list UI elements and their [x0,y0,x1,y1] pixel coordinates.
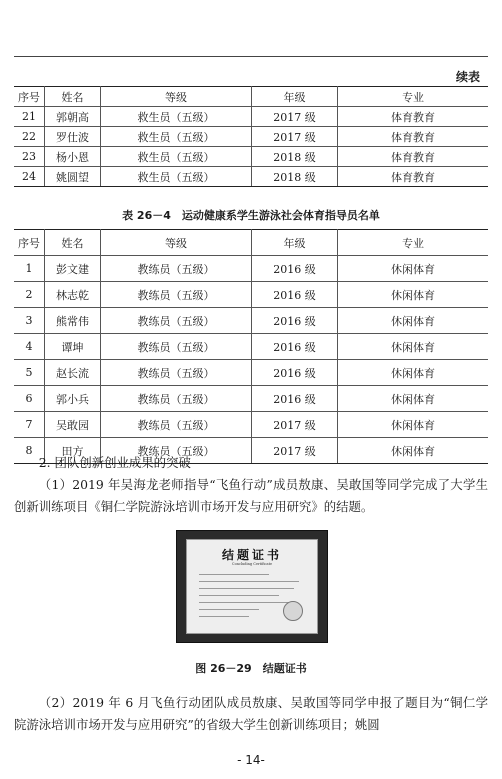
table-row [14,167,488,187]
paragraph-2: （2）2019 年 6 月飞鱼行动团队成员敖康、吴敢国等同学申报了题目为“铜仁学院游泳培训市场开发与应用研究”的省级大学生创新训练项目；姚圆 [14,695,488,732]
column-header: 专业 [338,87,489,107]
table-cell: 体育教育 [338,107,489,127]
column-header: 等级 [101,87,252,107]
table-cell: 救生员（五级） [101,147,252,167]
certificate-text-line [199,574,269,575]
table-row [14,360,488,386]
figure-caption: 图 26－29 结题证书 [195,662,307,675]
table-cell: 2018 级 [252,147,338,167]
certificate-text-line [199,595,279,596]
table-cell: 吴敢园 [45,412,101,438]
table-cell: 休闲体育 [338,412,489,438]
table-cell: 教练员（五级） [101,360,252,386]
table-cell: 2018 级 [252,167,338,187]
table-row [14,147,488,167]
seal-icon [283,601,303,621]
column-header: 年级 [252,87,338,107]
table-cell: 教练员（五级） [101,256,252,282]
table-cell: 林志乾 [45,282,101,308]
table-cell: 救生员（五级） [101,127,252,147]
table-header-row [14,230,488,256]
header-rule [14,56,488,57]
certificate-paper [186,539,318,634]
column-header: 序号 [14,87,45,107]
certificate-title: 结题证书 [221,548,282,562]
section-heading: 2. 团队创新创业成果的突破 [38,455,191,470]
table-row [14,386,488,412]
column-header: 姓名 [45,230,101,256]
table-cell: 休闲体育 [338,438,489,464]
table-caption: 表 26－4 运动健康系学生游泳社会体育指导员名单 [122,209,380,222]
table-row [14,127,488,147]
column-header: 序号 [14,230,45,256]
table-cell: 2016 级 [252,308,338,334]
table-header-row [14,87,488,107]
table-cell: 休闲体育 [338,308,489,334]
table-cell: 罗仕波 [45,127,101,147]
table-cell: 2016 级 [252,334,338,360]
table-cell: 教练员（五级） [101,386,252,412]
table-cell: 体育教育 [338,127,489,147]
table-row [14,308,488,334]
certificate-text-line [199,616,249,617]
table-cell: 8 [14,438,45,464]
table-cell: 2017 级 [252,438,338,464]
table-cell: 教练员（五级） [101,334,252,360]
table-row [14,256,488,282]
table-cell: 休闲体育 [338,386,489,412]
table-cell: 24 [14,167,45,187]
table-cell: 教练员（五级） [101,438,252,464]
table-cell: 23 [14,147,45,167]
table-row [14,334,488,360]
table-cell: 4 [14,334,45,360]
table-cell: 教练员（五级） [101,412,252,438]
table-cell: 21 [14,107,45,127]
paragraph-1: （1）2019 年吴海龙老师指导“飞鱼行动”成员敖康、吴敢国等同学完成了大学生创新训练项目《铜仁学院游泳培训市场开发与应用研究》的结题。 [14,477,488,514]
table-cell: 休闲体育 [338,256,489,282]
table-cell: 2 [14,282,45,308]
table-cell: 熊常伟 [45,308,101,334]
table-cell: 休闲体育 [338,282,489,308]
table-cell: 休闲体育 [338,360,489,386]
table-cell: 郭小兵 [45,386,101,412]
certificate-text-line [199,609,259,610]
certificate-photo [176,530,328,643]
table-cell: 教练员（五级） [101,308,252,334]
table-cell: 体育教育 [338,147,489,167]
table-cell: 休闲体育 [338,334,489,360]
table-cell: 1 [14,256,45,282]
table-cell: 彭文建 [45,256,101,282]
table-row [14,282,488,308]
table-cell: 教练员（五级） [101,282,252,308]
column-header: 姓名 [45,87,101,107]
table-cell: 田方 [45,438,101,464]
column-header: 等级 [101,230,252,256]
table-cell: 2016 级 [252,360,338,386]
table-cell: 22 [14,127,45,147]
certificate-subtitle: Concluding Certificate [231,562,273,566]
table-row [14,107,488,127]
table-cell: 7 [14,412,45,438]
table-cell: 赵长流 [45,360,101,386]
table-cell: 2016 级 [252,282,338,308]
lifeguard-table [14,86,488,187]
column-header: 专业 [338,230,489,256]
table-cell: 5 [14,360,45,386]
instructor-table [14,229,488,464]
table-cell: 救生员（五级） [101,167,252,187]
table-cell: 郭朝高 [45,107,101,127]
page-number: - 14- [237,753,265,767]
table-cell: 3 [14,308,45,334]
certificate-text-line [199,602,289,603]
table-cell: 姚圆望 [45,167,101,187]
continued-label: 续表 [455,70,480,84]
table-cell: 救生员（五级） [101,107,252,127]
table-cell: 体育教育 [338,167,489,187]
table-cell: 杨小恩 [45,147,101,167]
table-cell: 6 [14,386,45,412]
table-cell: 谭坤 [45,334,101,360]
table-cell: 2017 级 [252,127,338,147]
certificate-text-line [199,581,299,582]
table-cell: 2016 级 [252,386,338,412]
column-header: 年级 [252,230,338,256]
table-row [14,412,488,438]
certificate-text-line [199,588,294,589]
table-cell: 2017 级 [252,107,338,127]
table-cell: 2017 级 [252,412,338,438]
table-cell: 2016 级 [252,256,338,282]
